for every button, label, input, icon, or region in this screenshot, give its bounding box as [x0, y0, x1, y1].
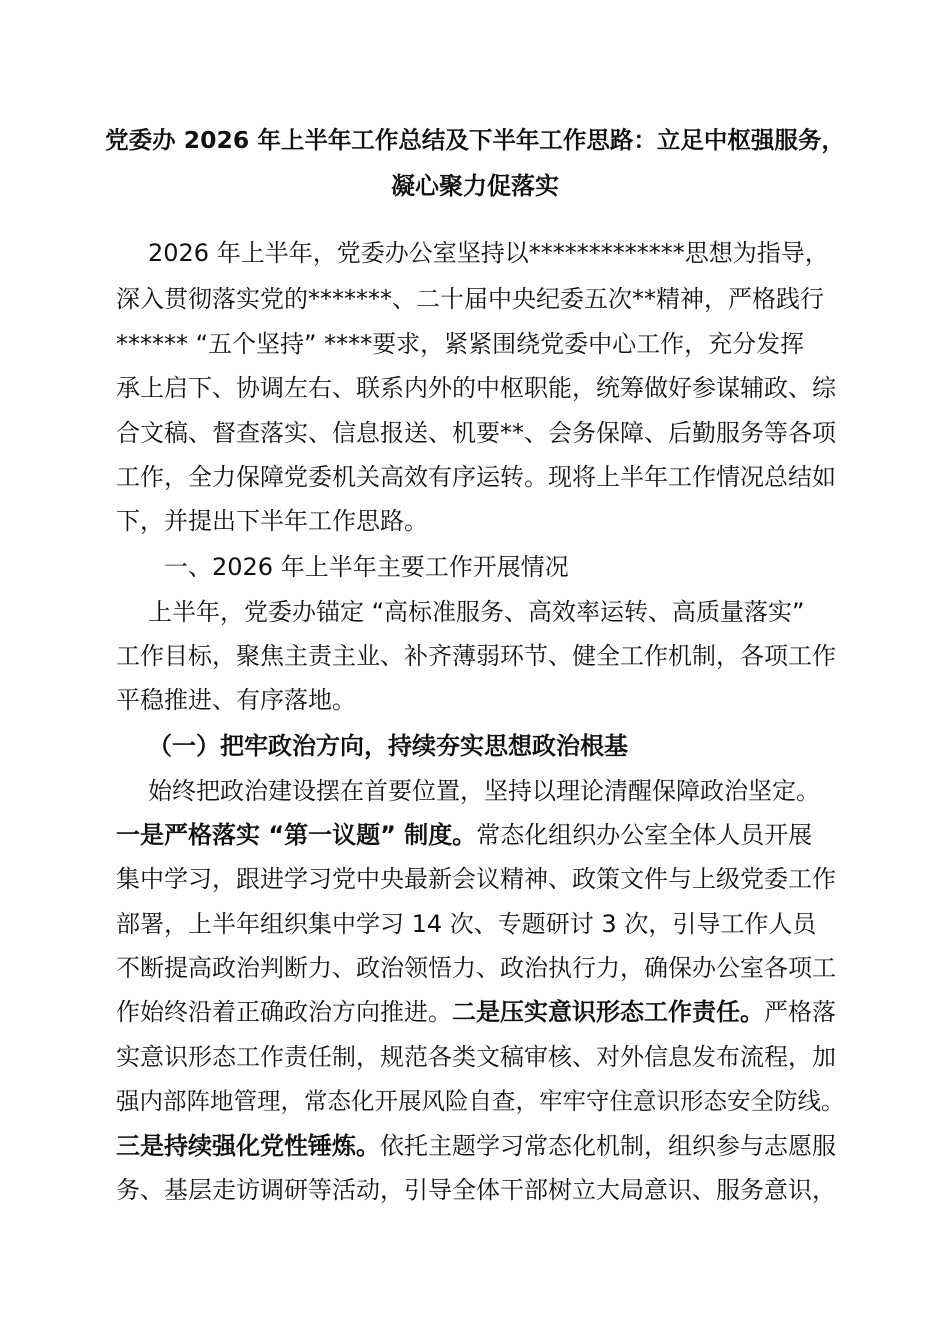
intro-line: 深入贯彻落实党的*******、二十届中央纪委五次**精神，严格践行 — [116, 285, 824, 313]
intro-line: ****** “五个坚持” ****要求，紧紧围绕党委中心工作，充分发挥 — [116, 330, 805, 358]
subsection-paragraph-line — [116, 819, 812, 851]
subsection-paragraph-line: 不断提高政治判断力、政治领悟力、政治执行力，确保办公室各项工 — [116, 954, 836, 982]
point-one-heading: 一是严格落实 “第一议题” 制度。 — [116, 821, 477, 849]
intro-line: 工作，全力保障党委机关高效有序运转。现将上半年工作情况总结如 — [116, 463, 836, 491]
section-paragraph-line: 上半年，党委办锚定 “高标准服务、高效率运转、高质量落实” — [148, 598, 805, 626]
document-title-line-1: 党委办 2026 年上半年工作总结及下半年工作思路：立足中枢强服务， — [105, 126, 845, 154]
point-three-heading: 三是持续强化党性锤炼。 — [116, 1132, 380, 1160]
document-title-line-2: 凝心聚力促落实 — [391, 172, 559, 200]
subsection-paragraph-line: 集中学习，跟进学习党中央最新会议精神、政策文件与上级党委工作 — [116, 865, 836, 893]
section-paragraph-line: 工作目标，聚焦主责主业、补齐薄弱环节、健全工作机制，各项工作 — [116, 642, 836, 670]
intro-line: 下，并提出下半年工作思路。 — [116, 507, 428, 535]
intro-line: 合文稿、督查落实、信息报送、机要**、会务保障、后勤服务等各项 — [116, 419, 836, 447]
point-one-tail: 作始终沿着正确政治方向推进。 — [116, 998, 452, 1026]
subsection-paragraph-line: 务、基层走访调研等活动，引导全体干部树立大局意识、服务意识， — [116, 1176, 836, 1204]
subsection-paragraph-line: 部署，上半年组织集中学习 14 次、专题研讨 3 次，引导工作人员 — [116, 910, 817, 938]
subsection-paragraph-line: 实意识形态工作责任制，规范各类文稿审核、对外信息发布流程，加 — [116, 1043, 836, 1071]
subsection-paragraph-line: 始终把政治建设摆在首要位置，坚持以理论清醒保障政治坚定。 — [148, 777, 820, 805]
subsection-heading: （一）把牢政治方向，持续夯实思想政治根基 — [148, 732, 628, 760]
point-two-heading: 二是压实意识形态工作责任。 — [452, 998, 764, 1026]
intro-line: 承上启下、协调左右、联系内外的中枢职能，统筹做好参谋辅政、综 — [116, 374, 836, 402]
point-two-text: 严格落 — [764, 998, 836, 1026]
subsection-paragraph-line — [116, 996, 836, 1028]
point-three-text: 依托主题学习常态化机制，组织参与志愿服 — [380, 1132, 836, 1160]
intro-line: 2026 年上半年，党委办公室坚持以*************思想为指导， — [148, 239, 829, 267]
subsection-paragraph-line: 强内部阵地管理，常态化开展风险自查，牢牢守住意识形态安全防线。 — [116, 1087, 845, 1115]
section-paragraph-line: 平稳推进、有序落地。 — [116, 686, 356, 714]
subsection-paragraph-line — [116, 1130, 836, 1162]
section-heading: 一、2026 年上半年主要工作开展情况 — [164, 553, 569, 581]
point-one-text: 常态化组织办公室全体人员开展 — [476, 821, 813, 849]
